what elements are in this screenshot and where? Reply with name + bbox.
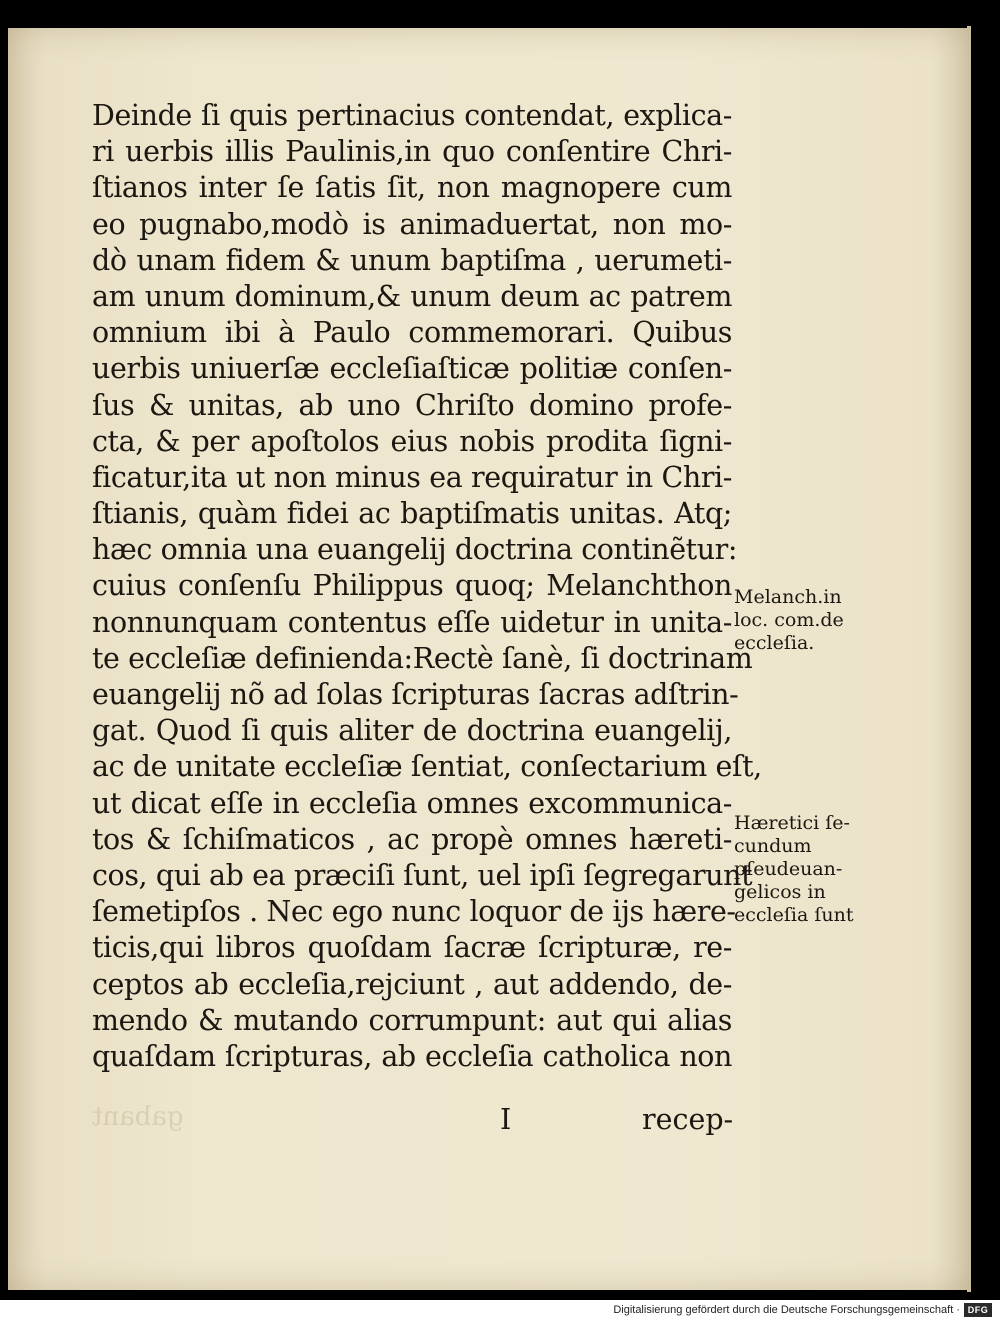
text-line: Deinde ſi quis pertinacius contendat, explica-: [92, 99, 732, 132]
marginal-line: Hæretici ſe-: [734, 812, 850, 834]
text-line: quaſdam ſcripturas, ab eccleſia catholica non: [92, 1039, 732, 1073]
text-line: ac de unitate eccleſiæ ſentiat, conſectarium eſt,: [92, 750, 762, 784]
marginal-line: eccleſia.: [734, 632, 815, 654]
text-line: nonnunquam contentus eſſe uidetur in unita-: [92, 605, 732, 639]
text-line: omnium ibi à Paulo commemorari. Quibus: [92, 316, 732, 350]
text-line: ſtianis, quàm fidei ac baptiſmatis unitas. Atq;: [92, 497, 732, 531]
bleed-through-text: gabant: [92, 1102, 184, 1132]
text-line: cta, & per apoſtolos eius nobis prodita ſigni-: [92, 424, 732, 458]
text-line: euangelij nõ ad ſolas ſcripturas ſacras adſtrin-: [92, 678, 739, 711]
text-line: eo pugnabo,modò is animaduertat, non mo-: [92, 207, 732, 241]
marginal-line: pſeudeuan-: [734, 858, 843, 880]
marginal-note-melanchthon: [734, 586, 844, 655]
text-line: mendo & mutando corrumpunt: aut qui alias: [92, 1003, 732, 1037]
text-line: am unum dominum,& unum deum ac patrem: [92, 279, 732, 313]
marginal-line: loc. com.de: [734, 609, 844, 631]
marginal-line: eccleſia ſunt: [734, 904, 854, 926]
text-line: gat. Quod ſi quis aliter de doctrina euangelij,: [92, 714, 732, 748]
text-line: uerbis uniuerſæ eccleſiaſticæ politiæ conſen-: [92, 352, 732, 386]
text-line: ticis,qui libros quoſdam ſacræ ſcripturæ, re-: [92, 931, 732, 965]
text-line: cuius conſenſu Philippus quoq; Melanchthon: [92, 569, 732, 603]
text-line: ſus & unitas, ab uno Chriſto domino profe-: [92, 388, 732, 422]
catchword: recep-: [642, 1103, 734, 1136]
signature-mark: I: [500, 1103, 512, 1136]
text-line: ri uerbis illis Paulinis,in quo conſentire Chri-: [92, 135, 732, 169]
text-line: ut dicat eſſe in eccleſia omnes excommunica-: [92, 786, 732, 820]
text-line: ſtianos inter ſe ſatis ſit, non magnopere cum: [92, 171, 732, 205]
text-line: tos & ſchiſmaticos , ac propè omnes hæreti-: [92, 822, 732, 856]
text-line: ficatur,ita ut non minus ea requiratur in Chri-: [92, 460, 732, 494]
text-line: ceptos ab eccleſia,rejciunt , aut addendo, de-: [92, 967, 732, 1001]
marginal-line: cundum: [734, 835, 812, 857]
text-line: te eccleſiæ definienda:Rectè ſanè, ſi doctrinam: [92, 641, 753, 675]
text-line: ſemetipſos . Nec ego nunc loquor de ijs hære-: [92, 895, 736, 929]
text-line: hæc omnia una euangelij doctrina continẽtur:: [92, 533, 738, 567]
dfg-logo-icon: DFG: [964, 1303, 992, 1317]
marginal-line: Melanch.in: [734, 586, 842, 608]
footer-bar: [0, 1300, 1000, 1322]
main-text-block: [92, 98, 762, 1075]
text-line: cos, qui ab ea præciſi ſunt, uel ipſi ſegregarunt: [92, 858, 753, 892]
text-line: dò unam fidem & unum baptiſma , uerumeti-: [92, 243, 732, 277]
marginal-line: gelicos in: [734, 881, 826, 903]
funding-credit: Digitalisierung gefördert durch die Deutsche Forschungsgemeinschaft ·: [613, 1304, 960, 1316]
marginal-note-haeretici: [734, 812, 853, 927]
